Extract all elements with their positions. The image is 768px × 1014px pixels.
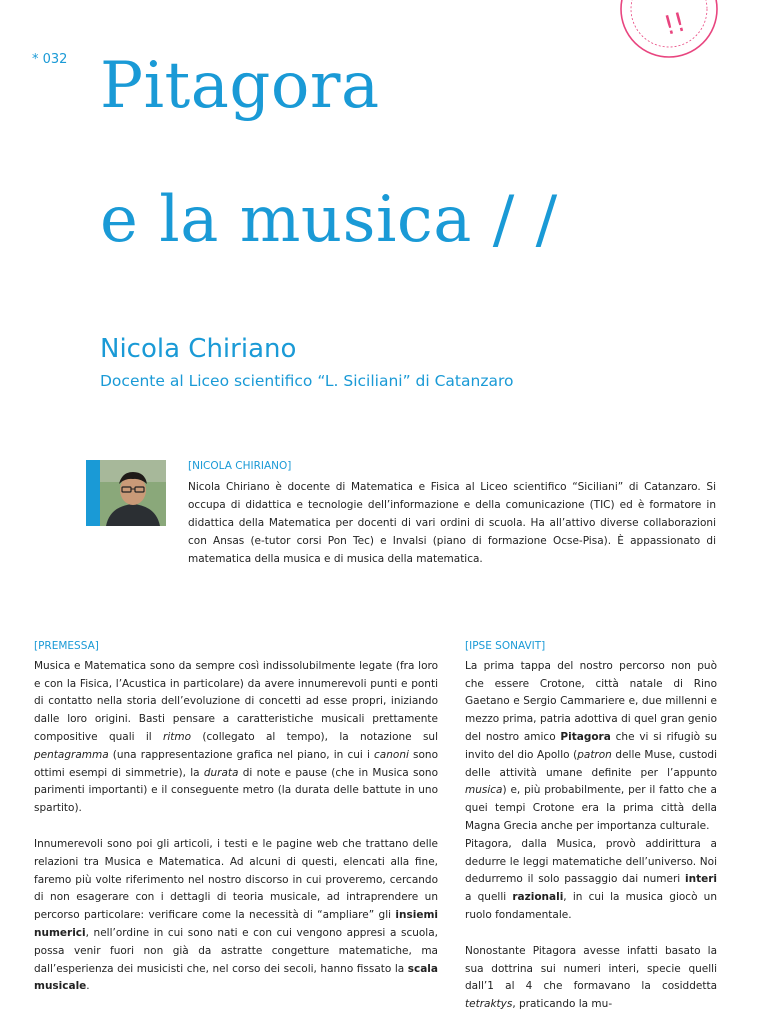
paragraph — [465, 943, 717, 1014]
text-run: . — [86, 980, 90, 993]
bio-heading: [NICOLA CHIRIANO] — [188, 460, 292, 472]
title-line-2: e la musica / / — [100, 183, 558, 257]
section-heading-premessa: [PREMESSA] — [34, 640, 99, 652]
text-run: (collegato al tempo), la notazione sul — [191, 730, 438, 743]
text-run: ) e, più probabilmente, per il fatto che a quei tempi Crotone era la prima città della Magna Grecia anche per importanza culturale. — [465, 784, 717, 832]
column-left — [34, 638, 438, 996]
page-number: * 032 — [32, 52, 68, 67]
paragraph — [34, 836, 438, 996]
text-run: Innumerevoli sono poi gli articoli, i testi e le pagine web che trattano delle relazioni tra Musica e Matematica. Ad alcuni di questi, elencati alla fine, faremo più volte riferimento nel nostro discorso in cui proveremo, cercando di non esagerare con i dettagli di teoria musicale, ad intraprendere un percorso particolare: verificare come la necessità di “ampliare” gli — [34, 837, 438, 922]
italic-text: tetraktys — [465, 998, 513, 1011]
text-run: delle Muse, custodi delle attività umane definite per l’appunto — [465, 748, 717, 779]
italic-text: canoni — [374, 748, 409, 761]
author-name: Nicola Chiriano — [100, 334, 297, 364]
column-right — [465, 638, 717, 1014]
italic-text: patron — [577, 748, 612, 761]
text-run: di note e pause (che in Musica sono parimenti importanti) e il conseguente metro (la durata delle battute in uno spartito). — [34, 766, 438, 815]
author-affiliation: Docente al Liceo scientifico “L. Siciliani” di Catanzaro — [100, 372, 514, 390]
text-run: Musica e Matematica sono da sempre così indissolubilmente legate (fra loro e con la Fisica, l’Acustica in particolare) da avere innumerevoli punti e ponti di contatto nella storia dell’evoluzione di concetti ad esse propri, iniziando dalle loro origini. Basti pensare a caratteristiche musicali prettamente compositive quali il — [34, 659, 438, 743]
bold-text: interi — [685, 873, 717, 886]
text-run: , praticando la mu- — [512, 998, 613, 1011]
italic-text: ritmo — [163, 730, 192, 743]
bio-accent-bar — [86, 460, 100, 526]
paragraph — [465, 836, 717, 925]
bold-text: insiemi numerici — [34, 909, 438, 939]
text-run: a quelli — [465, 891, 513, 904]
text-run: Nonostante Pitagora avesse infatti basato la sua dottrina sui numeri interi, specie quelli dall’1 al 4 che formavano la cosiddetta — [465, 944, 717, 993]
italic-text: musica — [465, 784, 503, 797]
paragraph — [34, 658, 438, 818]
text-run: Pitagora, dalla Musica, provò addirittura a dedurre le leggi matematiche dell’universo. Noi dedurremo il solo passaggio dai numeri — [465, 837, 717, 886]
text-run: , nell’ordine in cui sono nati e con cui vengono appresi a scuola, possa venir fuori non già da astratte congetture matematiche, ma dall’esperienza dei musicisti che, nel corso dei secoli, hanno fissato la — [34, 926, 438, 975]
bold-text: scala musicale — [34, 962, 438, 993]
bold-text: Pitagora — [560, 730, 611, 743]
text-run: che vi si rifugiò su invito del dio Apollo ( — [465, 730, 717, 761]
section-heading-ipse-sonavit: [IPSE SONAVIT] — [465, 640, 546, 652]
text-run: sono ottimi esempi di simmetrie), la — [34, 748, 439, 779]
text-run: , in cui la musica giocò un ruolo fondamentale. — [465, 891, 717, 921]
text-run: La prima tappa del nostro percorso non può che essere Crotone, città natale di Rino Gaetano e Sergio Cammariere e, due millenni e mezzo prima, patria adottiva di quel gran genio del nostro amico — [465, 659, 717, 743]
italic-text: pentagramma — [34, 748, 109, 761]
text-run: (una rappresentazione grafica nel piano, in cui i — [108, 748, 375, 761]
bold-text: razionali — [512, 891, 564, 904]
italic-text: durata — [203, 766, 239, 779]
title-line-1: Pitagora — [100, 49, 380, 123]
bio-text: Nicola Chiriano è docente di Matematica e Fisica al Liceo scientifico “Siciliani” di Catanzaro. Si occupa di didattica e tecnologie dell’informazione e della comunicazione (TIC) ed è formatore in didattica della Matematica per docenti di vari ordini di scuola. Ha all’attivo diverse collaborazioni con Ansas (e-tutor corsi Pon Tec) e Invalsi (piano di formazione Ocse-Pisa). È appassionato di matematica della musica e di musica della matematica. — [188, 481, 716, 565]
stamp-mark: !! — [660, 7, 689, 42]
stamp-logo — [614, 0, 724, 64]
author-photo — [100, 460, 166, 526]
paragraph — [465, 658, 717, 836]
